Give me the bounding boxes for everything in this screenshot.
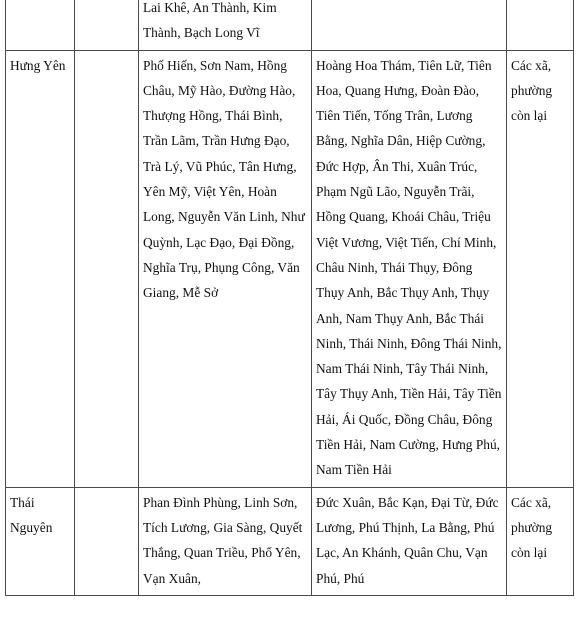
blank-cell bbox=[75, 487, 139, 595]
communes-cell: Đức Xuân, Bắc Kạn, Đại Từ, Đức Lương, Phú Thịnh, La Bằng, Phú Lạc, An Khánh, Quân Chu, Vạn Phú, Phú bbox=[312, 487, 507, 595]
wards-cell: Phan Đình Phùng, Linh Sơn, Tích Lương, Gia Sàng, Quyết Thắng, Quan Triều, Phổ Yên, Vạn Xuân, bbox=[139, 487, 312, 595]
wards-cell: Lai Khê, An Thành, Kim Thành, Bạch Long Vĩ bbox=[139, 0, 312, 50]
table-row bbox=[6, 0, 574, 50]
remaining-cell: Các xã, phường còn lại bbox=[507, 50, 574, 487]
wards-cell: Phố Hiến, Sơn Nam, Hồng Châu, Mỹ Hào, Đường Hào, Thượng Hồng, Thái Bình, Trần Lãm, Trần Hưng Đạo, Trà Lý, Vũ Phúc, Tân Hưng, Yên Mỹ, Việt Yên, Hoàn Long, Nguyễn Văn Linh, Như Quỳnh, Lạc Đạo, Đại Đồng, Nghĩa Trụ, Phụng Công, Văn Giang, Mễ Sở bbox=[139, 50, 312, 487]
administrative-units-table bbox=[5, 0, 574, 596]
blank-cell bbox=[75, 0, 139, 50]
province-cell bbox=[6, 0, 75, 50]
province-cell: Thái Nguyên bbox=[6, 487, 75, 595]
table-row bbox=[6, 487, 574, 595]
province-cell: Hưng Yên bbox=[6, 50, 75, 487]
communes-cell: Hoàng Hoa Thám, Tiên Lữ, Tiên Hoa, Quang Hưng, Đoàn Đào, Tiên Tiến, Tống Trân, Lương Bằng, Nghĩa Dân, Hiệp Cường, Đức Hợp, Ân Thi, Xuân Trúc, Phạm Ngũ Lão, Nguyễn Trãi, Hồng Quang, Khoái Châu, Triệu Việt Vương, Việt Tiến, Chí Minh, Châu Ninh, Thái Thụy, Đông Thụy Anh, Bắc Thụy Anh, Thụy Anh, Nam Thụy Anh, Bắc Thái Ninh, Thái Ninh, Đông Thái Ninh, Nam Thái Ninh, Tây Thái Ninh, Tây Thụy Anh, Tiền Hải, Tây Tiền Hải, Ái Quốc, Đồng Châu, Đông Tiền Hải, Nam Cường, Hưng Phú, Nam Tiền Hải bbox=[312, 50, 507, 487]
remaining-cell bbox=[507, 0, 574, 50]
blank-cell bbox=[75, 50, 139, 487]
table-row bbox=[6, 50, 574, 487]
communes-cell bbox=[312, 0, 507, 50]
remaining-cell: Các xã, phường còn lại bbox=[507, 487, 574, 595]
